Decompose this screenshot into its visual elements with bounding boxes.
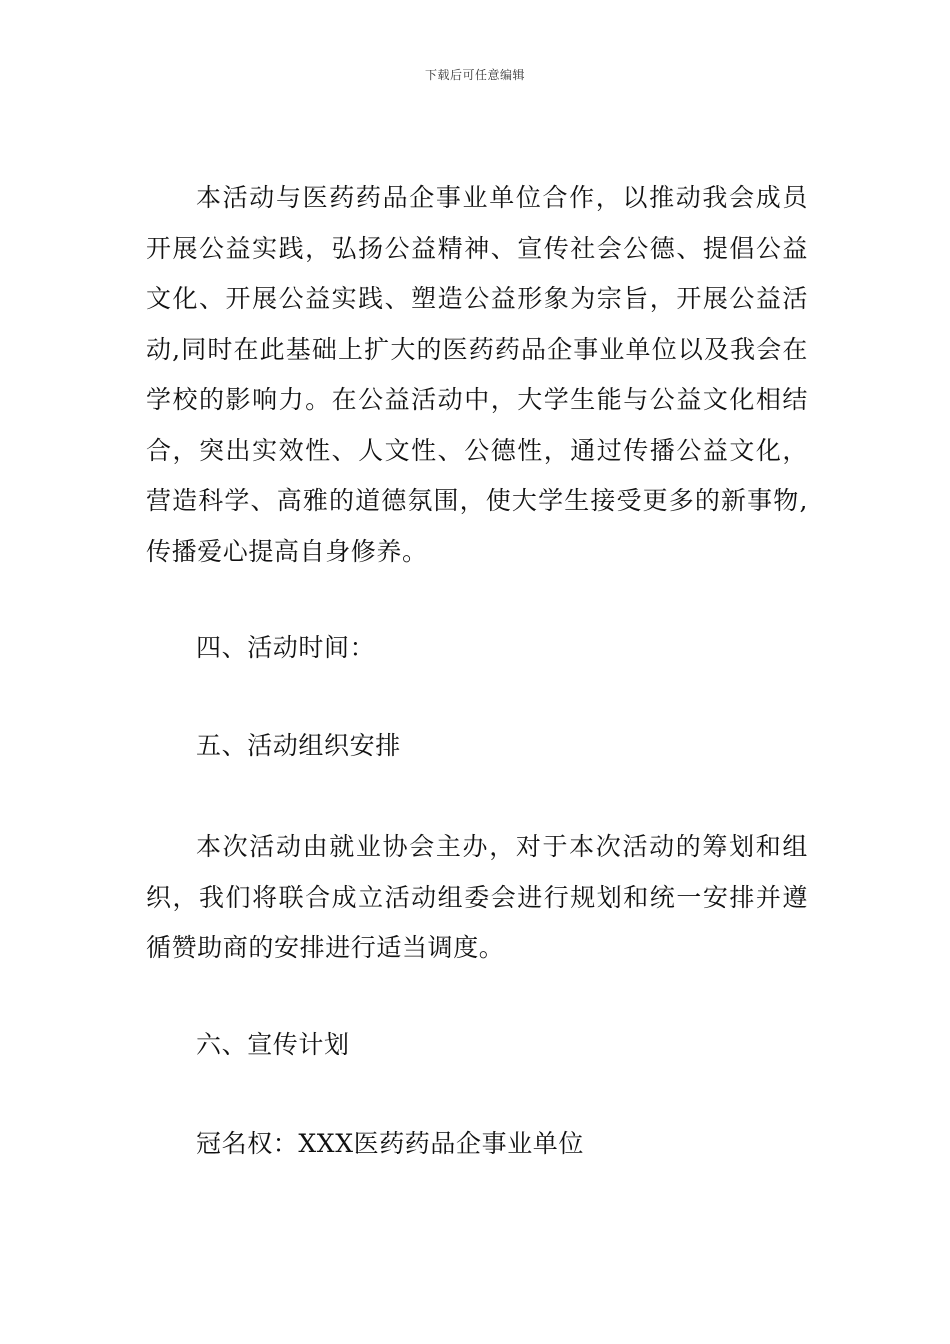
section-heading-publicity — [146, 1020, 808, 1071]
paragraph-organization — [146, 822, 808, 974]
header-note: 下载后可任意编辑 — [424, 68, 525, 82]
paragraph-purpose-text: 本活动与医药药品企事业单位合作，以推动我会成员开展公益实践，弘扬公益精神、宣传社会公德、提倡公益文化、开展公益实践、塑造公益形象为宗旨，开展公益活动,同时在此基础上扩大的医药药品企事业单位以及我会在学校的影响力。在公益活动中，大学生能与公益文化相结合，突出实效性、人文性、公德性，通过传播公益文化，营造科学、高雅的道德氛围，使大学生接受更多的新事物,传播爱心提高自身修养。 — [146, 183, 808, 566]
paragraph-naming-rights-text: 冠名权：XXX医药药品企事业单位 — [196, 1129, 584, 1158]
section-heading-time — [146, 623, 808, 674]
paragraph-organization-text: 本次活动由就业协会主办，对于本次活动的筹划和组织，我们将联合成立活动组委会进行规划和统一安排并遵循赞助商的安排进行适当调度。 — [146, 832, 808, 962]
paragraph-naming-rights — [146, 1119, 808, 1170]
paragraph-purpose — [146, 173, 808, 577]
section-heading-publicity-text: 六、宣传计划 — [196, 1030, 350, 1059]
section-heading-time-text: 四、活动时间： — [196, 633, 376, 662]
section-heading-organization — [146, 721, 808, 772]
section-heading-organization-text: 五、活动组织安排 — [196, 731, 401, 760]
